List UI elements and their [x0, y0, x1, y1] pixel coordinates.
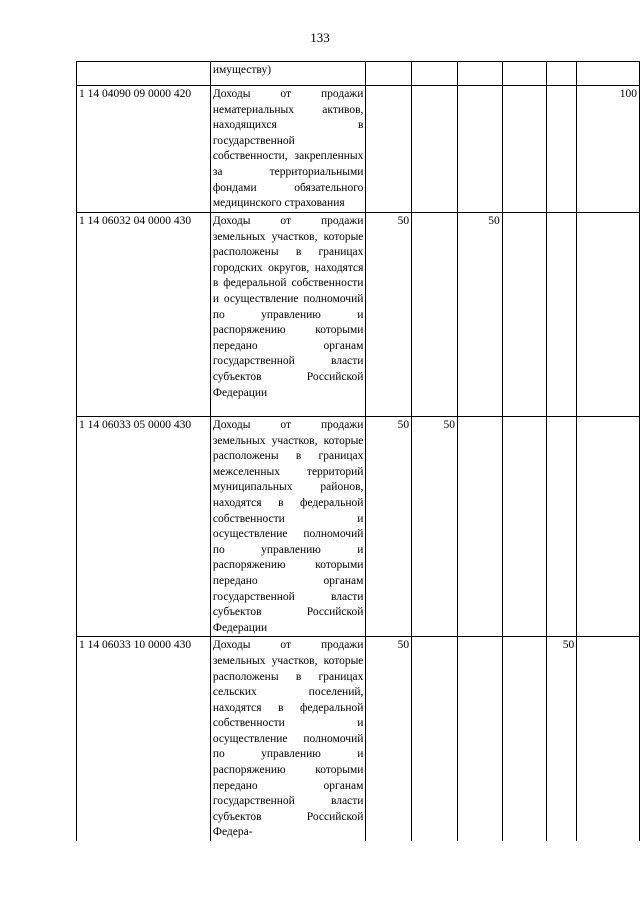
value-cell: 100: [577, 86, 640, 213]
value-cell: [412, 213, 458, 417]
value-cell: [502, 417, 547, 637]
value-cell: [547, 86, 577, 213]
value-cell: [577, 417, 640, 637]
value-cell: 50: [366, 213, 412, 417]
value-cell: [577, 62, 640, 86]
value-cell: [502, 62, 547, 86]
value-cell: [547, 213, 577, 417]
value-cell: 50: [366, 417, 412, 637]
code-cell: 1 14 06032 04 0000 430: [77, 213, 211, 417]
value-cell: [457, 86, 502, 213]
value-cell: [577, 213, 640, 417]
value-cell: 50: [457, 213, 502, 417]
value-cell: [502, 213, 547, 417]
name-cell: Доходы от продажи земельных участков, которые расположены в границах городских округов, находятся в федеральной собственности и осуществление полномочий по управлению и распоряжению которыми передано органам государственной власти субъектов Российской Федерации: [210, 213, 366, 417]
value-cell: [412, 86, 458, 213]
revenue-table: [76, 61, 640, 841]
code-cell: 1 14 04090 09 0000 420: [77, 86, 211, 213]
value-cell: [412, 62, 458, 86]
value-cell: [457, 417, 502, 637]
name-cell: Доходы от продажи земельных участков, которые расположены в границах межселенных территорий муниципальных районов, находятся в федеральной собственности и осуществление полномочий по управлению и распоряжению которыми передано органам государственной власти субъектов Российской Федерации: [210, 417, 366, 637]
name-cell: Доходы от продажи земельных участков, которые расположены в границах сельских поселений, находятся в федеральной собственности и осуществление полномочий по управлению и распоряжению которыми передано органам государственной власти субъектов Российской Федера-: [210, 637, 366, 841]
name-cell: Доходы от продажи нематериальных активов, находящихся в государственной собственности, закрепленных за территориальными фондами обязательного медицинского страхования: [210, 86, 366, 213]
value-cell: 50: [412, 417, 458, 637]
code-cell: [77, 62, 211, 86]
value-cell: [366, 62, 412, 86]
code-cell: 1 14 06033 10 0000 430: [77, 637, 211, 841]
value-cell: [366, 86, 412, 213]
page-number: 133: [310, 30, 330, 45]
table-row: [77, 62, 640, 86]
value-cell: 50: [547, 637, 577, 841]
value-cell: 50: [366, 637, 412, 841]
value-cell: [547, 62, 577, 86]
table-row: [77, 213, 640, 417]
table-row: [77, 417, 640, 637]
value-cell: [502, 637, 547, 841]
value-cell: [577, 637, 640, 841]
value-cell: [412, 637, 458, 841]
value-cell: [502, 86, 547, 213]
code-cell: 1 14 06033 05 0000 430: [77, 417, 211, 637]
value-cell: [457, 637, 502, 841]
table-row: [77, 637, 640, 841]
name-cell: имуществу): [210, 62, 366, 86]
table-row: [77, 86, 640, 213]
value-cell: [547, 417, 577, 637]
value-cell: [457, 62, 502, 86]
